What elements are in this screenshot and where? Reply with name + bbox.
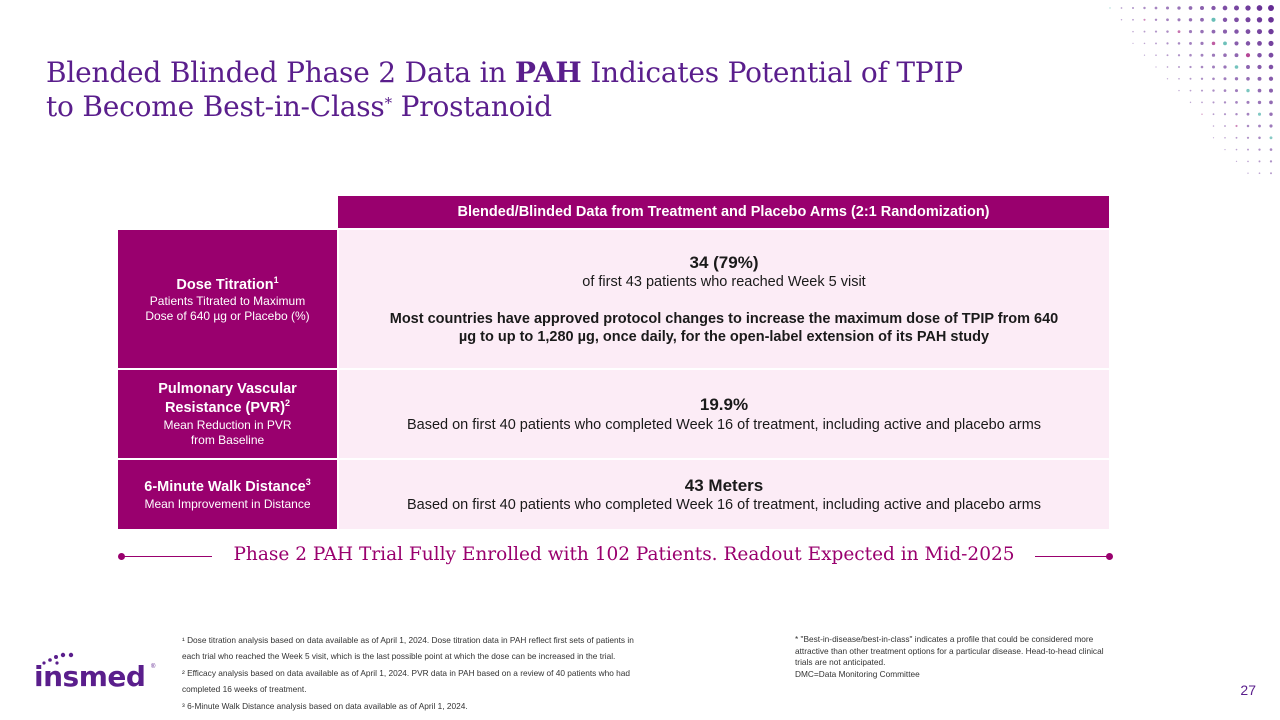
- logo-wordmark: insmed: [34, 660, 146, 693]
- page-number: 27: [1240, 682, 1256, 698]
- footnote: * "Best-in-disease/best-in-class" indicates a profile that could be considered more: [795, 634, 1094, 644]
- row-value-pvr: 19.9% Based on first 40 patients who completed Week 16 of treatment, including active and placebo arms: [338, 369, 1109, 459]
- row-value-dose-titration: 34 (79%) of first 43 patients who reached Week 5 visit Most countries have approved protocol changes to increase the maximum dose of TPIP from 640 µg to up to 1,280 µg, once daily, for the open-label extension of its PAH study: [338, 229, 1109, 369]
- row-label-6mwd: 6-Minute Walk Distance$^3$ Mean Improvement in Distance: [118, 459, 338, 529]
- banner-dot-right: [1106, 553, 1113, 560]
- decorative-dot-pattern: [1080, 0, 1280, 200]
- footnote: each trial who reached the Week 5 visit, which is the last possible point at which the dose can be increased in the trial.: [182, 651, 616, 662]
- footnote: ² Efficacy analysis based on data available as of April 1, 2024. PVR data in PAH based on a review of 40 patients who had: [182, 667, 630, 678]
- table-row: [118, 459, 1109, 529]
- footnote: DMC=Data Monitoring Committee: [795, 668, 920, 679]
- table-header: Blended/Blinded Data from Treatment and Placebo Arms (2:1 Randomization): [338, 196, 1109, 229]
- banner-line-right: [1035, 556, 1111, 557]
- footnote: trials are not anticipated.: [795, 657, 886, 667]
- table-row: [118, 229, 1109, 369]
- data-table: [118, 196, 1109, 529]
- footnote: ³ 6-Minute Walk Distance analysis based on data available as of April 1, 2024.: [182, 700, 468, 711]
- banner-line-left: [122, 556, 212, 557]
- row-label-dose-titration: Dose Titration$^1$ Patients Titrated to Maximum Dose of 640 µg or Placebo (%): [118, 229, 338, 369]
- footnote: completed 16 weeks of treatment.: [182, 684, 307, 695]
- footnote: ¹ Dose titration analysis based on data available as of April 1, 2024. Dose titration data in PAH reflect first sets of patients in: [182, 635, 634, 645]
- footnote: attractive than other treatment options for a particular disease. Head-to-head clinical: [795, 645, 1104, 656]
- footnotes-left: [182, 632, 772, 714]
- row-value-6mwd: 43 Meters Based on first 40 patients who completed Week 16 of treatment, including active and placebo arms: [338, 459, 1109, 529]
- footnotes-right: [795, 634, 1195, 680]
- insmed-logo: insmed ®: [34, 652, 164, 696]
- readout-banner: [118, 542, 1116, 572]
- table-header-row: [118, 196, 1109, 229]
- slide-title: Blended Blinded Phase 2 Data in PAH Indicates Potential of TPIP to Become Best-in-Class* Prostanoid: [46, 56, 963, 123]
- row-label-pvr: Pulmonary Vascular Resistance (PVR)$^2$ Mean Reduction in PVR from Baseline: [118, 369, 338, 459]
- banner-text: Phase 2 PAH Trial Fully Enrolled with 102 Patients. Readout Expected in Mid-2025: [233, 544, 1015, 565]
- table-row: [118, 369, 1109, 459]
